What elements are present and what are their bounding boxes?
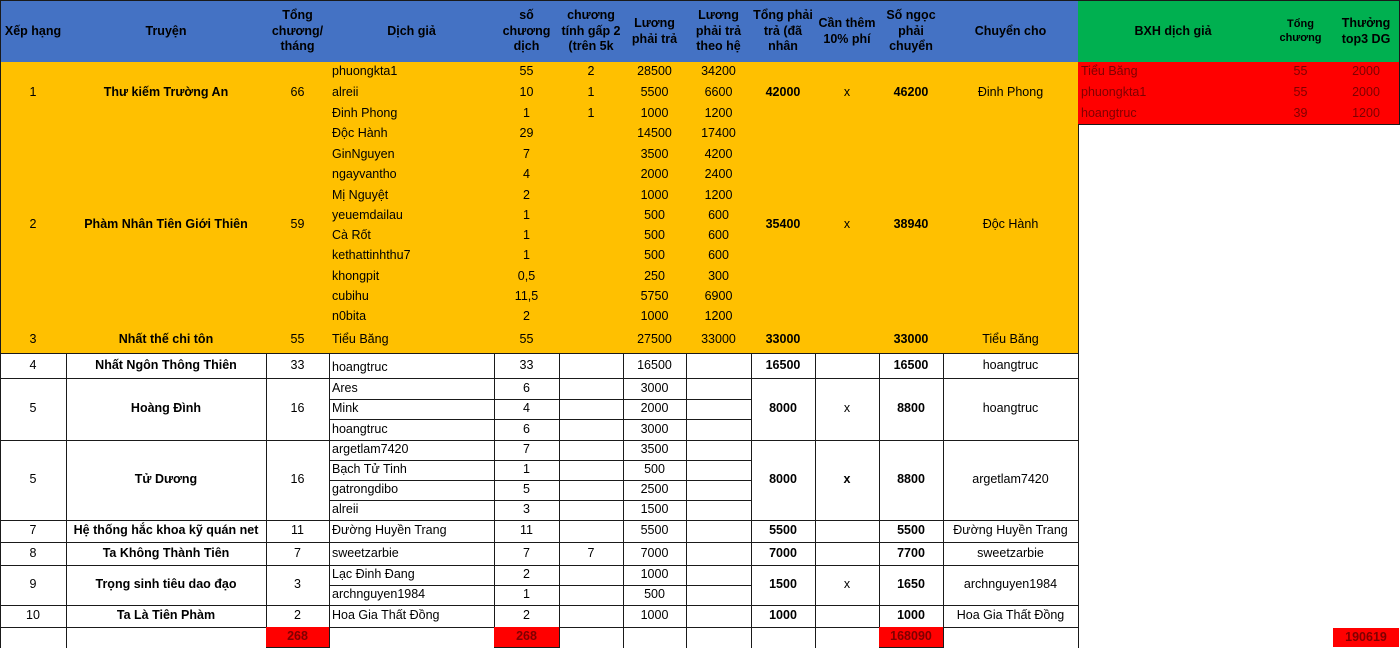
translator-name[interactable]: argetlam7420	[329, 440, 495, 461]
transfer-to[interactable]: archnguyen1984	[943, 565, 1079, 606]
translator-name[interactable]: Bạch Tử Tinh	[329, 460, 495, 481]
salary[interactable]: 27500	[623, 326, 687, 354]
grid-left-border	[0, 0, 1, 648]
salary[interactable]: 500	[623, 246, 687, 267]
salary-coef[interactable]: 600	[686, 206, 752, 227]
transfer-to[interactable]: Độc Hành	[943, 124, 1079, 327]
transfer-to[interactable]: Tiểu Băng	[943, 326, 1079, 354]
transfer-to[interactable]: Đinh Phong	[943, 62, 1079, 125]
leaderboard-total[interactable]: 55	[1268, 62, 1334, 83]
leaderboard-total[interactable]: 55	[1268, 82, 1334, 104]
salary[interactable]: 3000	[623, 419, 687, 441]
total-chapters-month[interactable]: 16	[266, 440, 330, 521]
header-extra-fee[interactable]: Cần thêm 10% phí	[815, 0, 880, 63]
total-chapters-month[interactable]: 16	[266, 378, 330, 441]
header-transfer-to[interactable]: Chuyển cho	[943, 0, 1079, 63]
chapters-translated[interactable]: 33	[494, 353, 560, 379]
story-title[interactable]: Ta Là Tiên Phàm	[66, 605, 267, 628]
header-total-per-month[interactable]: Tổng chương/ tháng	[266, 0, 330, 63]
translator-name[interactable]: Lạc Đinh Đang	[329, 565, 495, 586]
chapters-translated[interactable]: 6	[494, 419, 560, 441]
transfer-to[interactable]: Hoa Gia Thất Đồng	[943, 605, 1079, 628]
footer-empty	[559, 627, 624, 648]
double-chapters[interactable]	[559, 226, 624, 247]
chapters-translated[interactable]: 29	[494, 124, 560, 145]
rank-cell: 5	[0, 440, 67, 521]
transfer-to[interactable]: argetlam7420	[943, 440, 1079, 521]
salary-coef[interactable]	[686, 419, 752, 441]
chapters-translated[interactable]: 7	[494, 440, 560, 461]
gems-to-transfer[interactable]: 46200	[879, 62, 944, 125]
story-title[interactable]: Tử Dương	[66, 440, 267, 521]
double-chapters[interactable]	[559, 287, 624, 308]
translator-name[interactable]: ngayvantho	[329, 165, 495, 186]
leaderboard-total[interactable]: 39	[1268, 103, 1334, 125]
salary-coef[interactable]	[686, 500, 752, 521]
chapters-translated[interactable]: 7	[494, 542, 560, 566]
chapters-translated[interactable]: 0,5	[494, 266, 560, 288]
double-chapters[interactable]	[559, 266, 624, 288]
translator-name[interactable]: Mị Nguyệt	[329, 185, 495, 207]
translator-name[interactable]: gatrongdibo	[329, 480, 495, 501]
salary-coef[interactable]	[686, 565, 752, 586]
translator-name[interactable]: hoangtruc	[329, 353, 495, 379]
salary-coef[interactable]: 2400	[686, 165, 752, 186]
leaderboard-name[interactable]: phuongkta1	[1078, 82, 1269, 104]
extra-fee-mark[interactable]	[815, 605, 880, 628]
salary[interactable]: 28500	[623, 62, 687, 83]
salary-coef[interactable]: 1200	[686, 103, 752, 125]
chapters-translated[interactable]: 1	[494, 460, 560, 481]
salary-coef[interactable]	[686, 480, 752, 501]
translator-name[interactable]: khongpit	[329, 266, 495, 288]
chapters-translated[interactable]: 5	[494, 480, 560, 501]
leaderboard-name[interactable]: hoangtruc	[1078, 103, 1269, 125]
transfer-to[interactable]: Đường Huyền Trang	[943, 520, 1079, 543]
extra-fee-mark[interactable]: x	[815, 440, 880, 521]
chapters-translated[interactable]: 7	[494, 144, 560, 166]
total-chapters-month[interactable]: 55	[266, 326, 330, 354]
chapters-translated[interactable]: 1	[494, 103, 560, 125]
salary[interactable]: 500	[623, 226, 687, 247]
gems-to-transfer[interactable]: 7700	[879, 542, 944, 566]
extra-fee-mark[interactable]	[815, 353, 880, 379]
story-title[interactable]: Trọng sinh tiêu dao đạo	[66, 565, 267, 606]
header-double-chapters[interactable]: chương tính gấp 2 (trên 5k	[559, 0, 624, 63]
salary-coef[interactable]: 17400	[686, 124, 752, 145]
salary[interactable]: 1000	[623, 565, 687, 586]
translator-name[interactable]: yeuemdailau	[329, 206, 495, 227]
gems-to-transfer[interactable]: 5500	[879, 520, 944, 543]
translator-name[interactable]: Độc Hành	[329, 124, 495, 145]
chapters-translated[interactable]: 11,5	[494, 287, 560, 308]
header-salary[interactable]: Lương phải trả	[623, 0, 687, 63]
story-title[interactable]: Phàm Nhân Tiên Giới Thiên	[66, 124, 267, 327]
double-chapters[interactable]	[559, 378, 624, 400]
leaderboard-bonus[interactable]: 1200	[1333, 103, 1400, 125]
total-chapters-month[interactable]: 7	[266, 542, 330, 566]
salary-coef[interactable]: 33000	[686, 326, 752, 354]
double-chapters[interactable]	[559, 206, 624, 227]
translator-name[interactable]: Tiểu Băng	[329, 326, 495, 354]
chapters-translated[interactable]: 2	[494, 565, 560, 586]
salary-coef[interactable]: 600	[686, 226, 752, 247]
chapters-translated[interactable]: 1	[494, 226, 560, 247]
bonus-grand-total[interactable]: 190619	[1333, 628, 1399, 647]
extra-fee-mark[interactable]: x	[815, 565, 880, 606]
total-pay[interactable]: 1000	[751, 605, 816, 628]
header-chapters-translated[interactable]: số chương dịch	[494, 0, 560, 63]
translator-name[interactable]: sweetzarbie	[329, 542, 495, 566]
salary[interactable]: 3500	[623, 144, 687, 166]
chapters-translated[interactable]: 1	[494, 206, 560, 227]
rank-cell: 8	[0, 542, 67, 566]
story-title[interactable]: Nhất thế chi tôn	[66, 326, 267, 354]
total-pay[interactable]: 35400	[751, 124, 816, 327]
double-chapters[interactable]	[559, 460, 624, 481]
salary[interactable]: 1500	[623, 500, 687, 521]
double-chapters[interactable]	[559, 440, 624, 461]
translator-name[interactable]: cubihu	[329, 287, 495, 308]
total-chapters-month[interactable]: 59	[266, 124, 330, 327]
salary[interactable]: 1000	[623, 605, 687, 628]
extra-fee-mark[interactable]: x	[815, 378, 880, 441]
chapters-translated[interactable]: 2	[494, 605, 560, 628]
story-title[interactable]: Ta Không Thành Tiên	[66, 542, 267, 566]
salary-coef[interactable]: 600	[686, 246, 752, 267]
gems-to-transfer[interactable]: 1000	[879, 605, 944, 628]
story-title[interactable]: Hệ thống hắc khoa kỹ quán net	[66, 520, 267, 543]
footer-empty	[0, 627, 67, 648]
gems-to-transfer[interactable]: 8800	[879, 440, 944, 521]
gems-to-transfer[interactable]: 16500	[879, 353, 944, 379]
salary-coef[interactable]	[686, 520, 752, 543]
salary[interactable]: 3000	[623, 378, 687, 400]
chapters-translated[interactable]: 10	[494, 82, 560, 104]
chapters-translated[interactable]: 1	[494, 246, 560, 267]
salary[interactable]: 2000	[623, 165, 687, 186]
double-chapters[interactable]	[559, 585, 624, 606]
salary-coef[interactable]: 6600	[686, 82, 752, 104]
transfer-to[interactable]: hoangtruc	[943, 353, 1079, 379]
chapters-translated[interactable]: 11	[494, 520, 560, 543]
rank-cell: 3	[0, 326, 67, 354]
salary[interactable]: 2500	[623, 480, 687, 501]
gems-to-transfer[interactable]: 38940	[879, 124, 944, 327]
double-chapters[interactable]	[559, 399, 624, 420]
total-chapters-month[interactable]: 33	[266, 353, 330, 379]
leaderboard-bonus[interactable]: 2000	[1333, 62, 1400, 83]
salary[interactable]: 250	[623, 266, 687, 288]
extra-fee-mark[interactable]	[815, 326, 880, 354]
header-translator[interactable]: Dịch giả	[329, 0, 495, 63]
salary-coef[interactable]	[686, 440, 752, 461]
translator-name[interactable]: Ares	[329, 378, 495, 400]
total-pay[interactable]: 42000	[751, 62, 816, 125]
translator-name[interactable]: GinNguyen	[329, 144, 495, 166]
total-pay[interactable]: 8000	[751, 440, 816, 521]
double-chapters[interactable]	[559, 165, 624, 186]
footer-empty	[751, 627, 816, 648]
double-chapters[interactable]	[559, 144, 624, 166]
salary[interactable]: 5500	[623, 82, 687, 104]
leaderboard-total-header[interactable]: Tổng chương	[1268, 0, 1334, 63]
footer-empty	[815, 627, 880, 648]
footer-total[interactable]: 268	[494, 627, 560, 648]
salary[interactable]: 2000	[623, 399, 687, 420]
total-pay[interactable]: 8000	[751, 378, 816, 441]
double-chapters[interactable]	[559, 419, 624, 441]
footer-empty	[329, 627, 495, 648]
translator-name[interactable]: n0bita	[329, 307, 495, 327]
leaderboard-bonus-header[interactable]: Thưởng top3 DG	[1333, 0, 1400, 63]
double-chapters[interactable]: 7	[559, 542, 624, 566]
total-pay[interactable]: 5500	[751, 520, 816, 543]
double-chapters[interactable]	[559, 185, 624, 207]
header-rank[interactable]: Xếp hạng	[0, 0, 67, 63]
salary[interactable]: 16500	[623, 353, 687, 379]
gems-to-transfer[interactable]: 33000	[879, 326, 944, 354]
translator-name[interactable]: Đường Huyền Trang	[329, 520, 495, 543]
salary[interactable]: 500	[623, 460, 687, 481]
double-chapters[interactable]	[559, 124, 624, 145]
chapters-translated[interactable]: 4	[494, 165, 560, 186]
salary[interactable]: 5750	[623, 287, 687, 308]
chapters-translated[interactable]: 55	[494, 326, 560, 354]
story-title[interactable]: Thư kiếm Trường An	[66, 62, 267, 125]
gems-to-transfer[interactable]: 1650	[879, 565, 944, 606]
footer-empty	[623, 627, 687, 648]
gems-to-transfer[interactable]: 8800	[879, 378, 944, 441]
header-total-pay[interactable]: Tổng phải trả (đã nhân	[751, 0, 816, 63]
total-pay[interactable]: 16500	[751, 353, 816, 379]
total-pay[interactable]: 33000	[751, 326, 816, 354]
salary[interactable]: 3500	[623, 440, 687, 461]
story-title[interactable]: Nhất Ngôn Thông Thiên	[66, 353, 267, 379]
leaderboard-name[interactable]: Tiểu Băng	[1078, 62, 1269, 83]
rank-cell: 7	[0, 520, 67, 543]
salary[interactable]: 14500	[623, 124, 687, 145]
salary[interactable]: 1000	[623, 103, 687, 125]
translator-name[interactable]: alreii	[329, 500, 495, 521]
double-chapters[interactable]: 1	[559, 103, 624, 125]
translator-name[interactable]: hoangtruc	[329, 419, 495, 441]
footer-empty	[66, 627, 267, 648]
transfer-to[interactable]: hoangtruc	[943, 378, 1079, 441]
rank-cell: 4	[0, 353, 67, 379]
rank-cell: 5	[0, 378, 67, 441]
salary-coef[interactable]	[686, 378, 752, 400]
total-chapters-month[interactable]: 11	[266, 520, 330, 543]
chapters-translated[interactable]: 4	[494, 399, 560, 420]
translator-name[interactable]: Mink	[329, 399, 495, 420]
double-chapters[interactable]	[559, 605, 624, 628]
salary-coef[interactable]: 4200	[686, 144, 752, 166]
total-pay[interactable]: 7000	[751, 542, 816, 566]
double-chapters[interactable]: 2	[559, 62, 624, 83]
leaderboard-title[interactable]: BXH dịch giả	[1078, 0, 1269, 63]
translator-name[interactable]: phuongkta1	[329, 62, 495, 83]
salary-coef[interactable]	[686, 605, 752, 628]
total-chapters-month[interactable]: 66	[266, 62, 330, 125]
translator-name[interactable]: Cà Rốt	[329, 226, 495, 247]
salary[interactable]: 500	[623, 585, 687, 606]
double-chapters[interactable]	[559, 246, 624, 267]
total-chapters-month[interactable]: 2	[266, 605, 330, 628]
salary[interactable]: 7000	[623, 542, 687, 566]
chapters-translated[interactable]: 1	[494, 585, 560, 606]
header-salary-coef[interactable]: Lương phải trả theo hệ	[686, 0, 752, 63]
header-story[interactable]: Truyện	[66, 0, 267, 63]
translator-name[interactable]: archnguyen1984	[329, 585, 495, 606]
double-chapters[interactable]	[559, 565, 624, 586]
double-chapters[interactable]	[559, 500, 624, 521]
salary-coef[interactable]	[686, 399, 752, 420]
extra-fee-mark[interactable]	[815, 542, 880, 566]
translator-name[interactable]: Hoa Gia Thất Đồng	[329, 605, 495, 628]
salary[interactable]: 500	[623, 206, 687, 227]
translator-name[interactable]: kethattinhthu7	[329, 246, 495, 267]
chapters-translated[interactable]: 55	[494, 62, 560, 83]
chapters-translated[interactable]: 3	[494, 500, 560, 521]
salary-coef[interactable]	[686, 460, 752, 481]
double-chapters[interactable]: 1	[559, 82, 624, 104]
double-chapters[interactable]	[559, 520, 624, 543]
chapters-translated[interactable]: 2	[494, 307, 560, 327]
extra-fee-mark[interactable]	[815, 520, 880, 543]
header-gems-to-transfer[interactable]: Số ngọc phải chuyển	[879, 0, 944, 63]
salary-coef[interactable]: 34200	[686, 62, 752, 83]
extra-fee-mark[interactable]: x	[815, 62, 880, 125]
rank-cell: 10	[0, 605, 67, 628]
story-title[interactable]: Hoàng Đình	[66, 378, 267, 441]
salary-coef[interactable]	[686, 585, 752, 606]
footer-total[interactable]: 168090	[879, 627, 944, 648]
footer-empty	[943, 627, 1079, 648]
total-chapters-month[interactable]: 3	[266, 565, 330, 606]
rank-cell: 2	[0, 124, 67, 327]
extra-fee-mark[interactable]: x	[815, 124, 880, 327]
chapters-translated[interactable]: 2	[494, 185, 560, 207]
salary-coef[interactable]: 1200	[686, 307, 752, 327]
double-chapters[interactable]	[559, 353, 624, 379]
chapters-translated[interactable]: 6	[494, 378, 560, 400]
salary-coef[interactable]: 300	[686, 266, 752, 288]
salary-coef[interactable]	[686, 542, 752, 566]
double-chapters[interactable]	[559, 326, 624, 354]
leaderboard-bonus[interactable]: 2000	[1333, 82, 1400, 104]
salary-coef[interactable]: 1200	[686, 185, 752, 207]
total-pay[interactable]: 1500	[751, 565, 816, 606]
salary-coef[interactable]	[686, 353, 752, 379]
translator-name[interactable]: alreii	[329, 82, 495, 104]
transfer-to[interactable]: sweetzarbie	[943, 542, 1079, 566]
rank-cell: 9	[0, 565, 67, 606]
footer-total[interactable]: 268	[266, 627, 330, 648]
rank-cell: 1	[0, 62, 67, 125]
translator-name[interactable]: Đinh Phong	[329, 103, 495, 125]
salary[interactable]: 1000	[623, 307, 687, 327]
double-chapters[interactable]	[559, 307, 624, 327]
salary-coef[interactable]: 6900	[686, 287, 752, 308]
salary[interactable]: 1000	[623, 185, 687, 207]
footer-empty	[686, 627, 752, 648]
double-chapters[interactable]	[559, 480, 624, 501]
salary[interactable]: 5500	[623, 520, 687, 543]
